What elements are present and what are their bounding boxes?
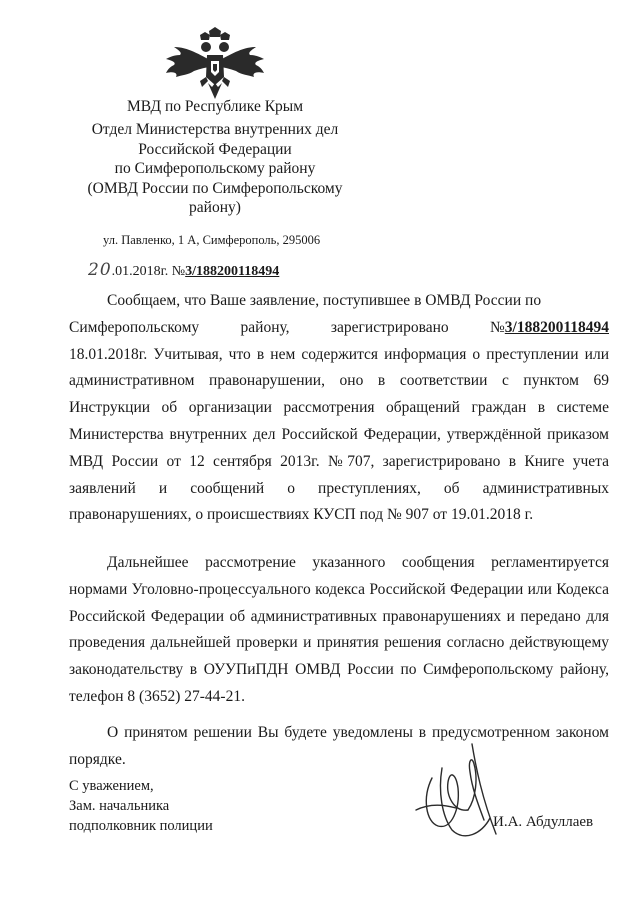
department-line: (ОМВД России по Симферопольскому: [87, 179, 343, 197]
department-line: району): [189, 199, 241, 216]
paragraph3-text: О принятом решении Вы будете уведомлены в предусмотренном законом порядке.: [69, 724, 609, 768]
registration-date: .01.2018г. №: [111, 264, 186, 279]
handwritten-signature: [412, 738, 522, 850]
signature-block: [69, 776, 213, 836]
handwritten-day: 20: [88, 260, 112, 280]
paragraph1-line1: Сообщаем, что Ваше заявление, поступившее в ОМВД России по: [107, 292, 542, 309]
signer-name: И.А. Абдуллаев: [493, 814, 594, 830]
paragraph2-text: Дальнейшее рассмотрение указанного сообщения регламентируется нормами Уголовно-процессуального кодекса Российской Федерации или Кодекса Российской Федерации об административных правонарушениях и передано для проведения дальнейшей проверки и принятия решения согласно действующему законодательству в ОУУПиПДН ОМВД России по Симферопольскому району, телефон 8 (3652) 27-44-21.: [69, 554, 609, 705]
signer-position: Зам. начальника: [69, 798, 170, 814]
ministry-name: МВД по Республике Крым: [126, 98, 304, 115]
department-line: Отдел Министерства внутренних дел: [91, 121, 339, 138]
double-headed-eagle-emblem: [160, 25, 270, 105]
paragraph1-rest: 18.01.2018г. Учитывая, что в нем содержится информация о преступлении или административном правонарушении, оно в соответствии с пунктом 69 Инструкции об организации рассмотрения обращений граждан в системе Министерства внутренних дел Российской Федерации, утверждённой приказом МВД России от 12 сентября 2013г. №707, зарегистрировано в Книге учета заявлений и сообщений о преступлениях, об административных правонарушениях, о происшествиях КУСП под № 907 от 19.01.2018 г.: [69, 345, 609, 524]
text-fragment: №3/188200118494: [490, 318, 609, 336]
paragraph-registration: [69, 288, 609, 529]
registration-number: 3/188200118494: [185, 264, 280, 279]
department-name: [60, 120, 370, 218]
text-fragment: Симферопольскому: [69, 318, 200, 336]
department-line: Российской Федерации: [138, 140, 292, 158]
department-line: по Симферопольскому району: [114, 160, 316, 177]
department-address: ул. Павленко, 1 А, Симферополь, 295006: [103, 233, 321, 247]
paragraph-notification: [69, 720, 609, 774]
closing-phrase: С уважением,: [69, 778, 154, 794]
text-fragment: зарегистрировано: [330, 318, 449, 336]
paragraph1-line2: [69, 315, 609, 342]
registration-number-bold: 3/188200118494: [504, 318, 609, 336]
registration-line: [88, 260, 279, 280]
signer-rank: подполковник полиции: [69, 818, 213, 834]
text-fragment: району,: [240, 318, 290, 336]
paragraph-further-review: [69, 550, 609, 711]
